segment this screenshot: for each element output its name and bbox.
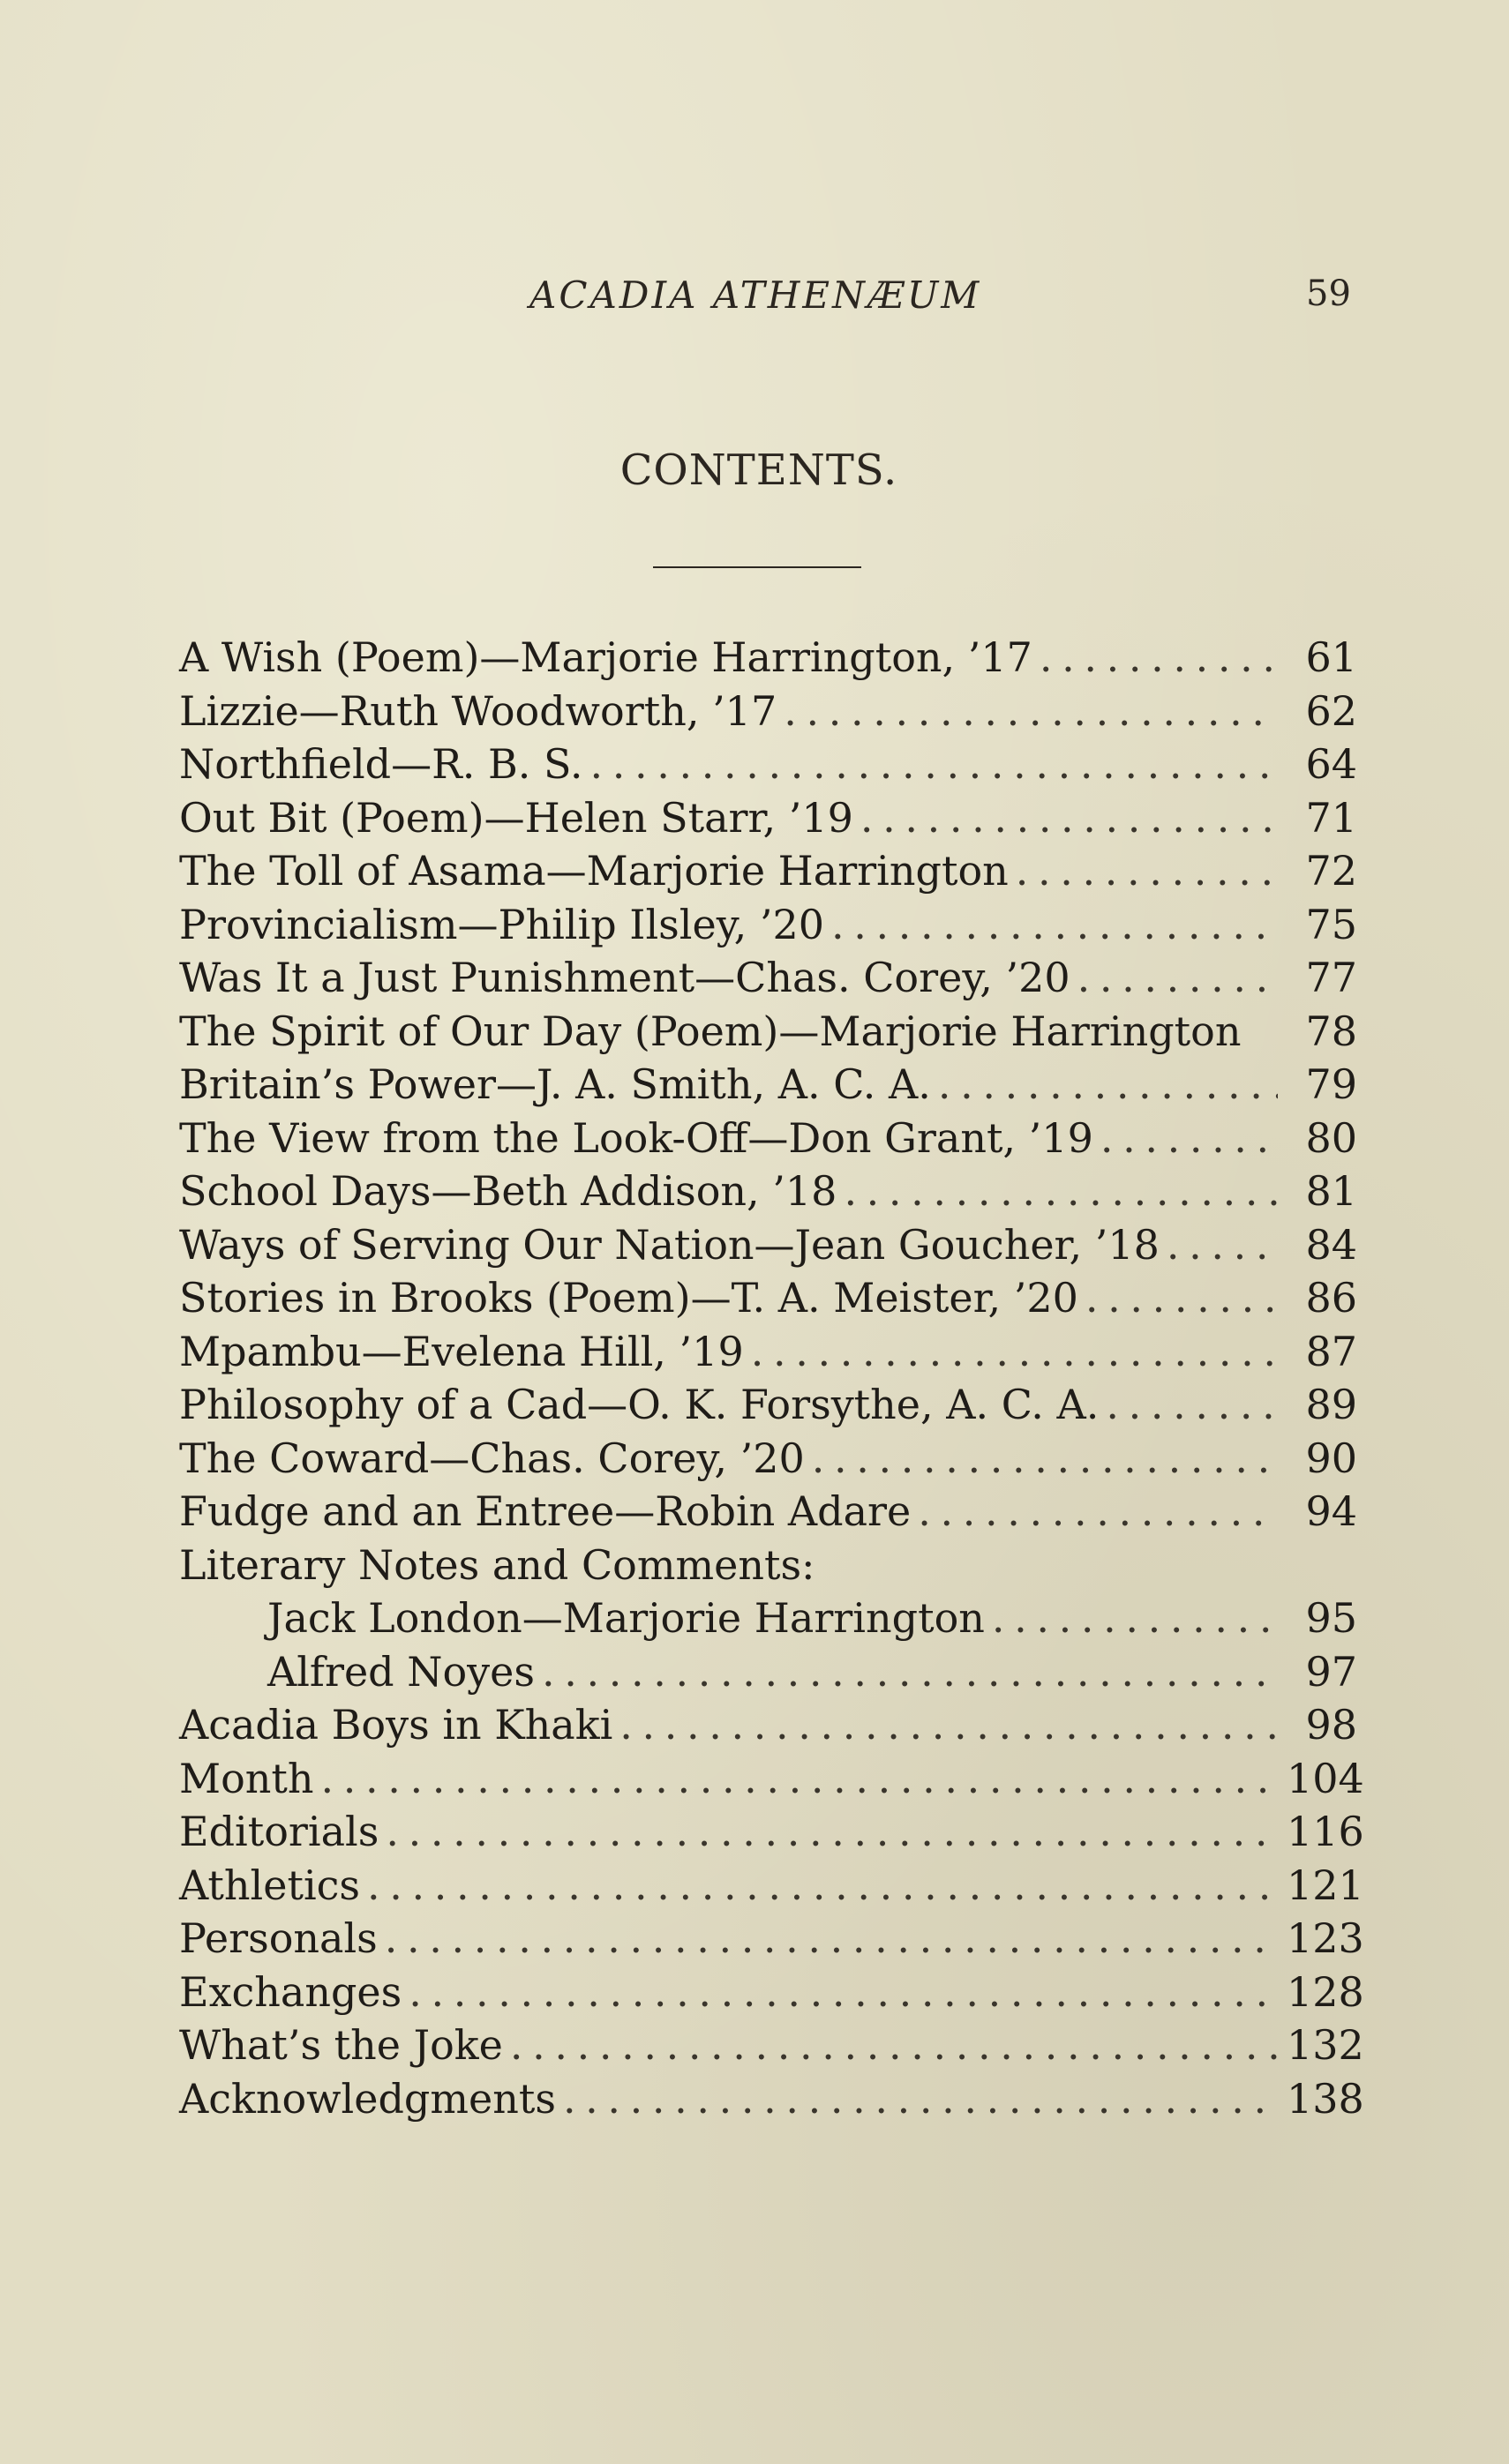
toc-entry	[179, 1485, 1357, 1539]
toc-entry	[179, 1805, 1364, 1859]
toc-entry-title: The Coward—Chas. Corey, ’20	[179, 1434, 805, 1482]
toc-entry-page: 64	[1305, 740, 1357, 788]
dot-leader	[386, 1805, 1278, 1858]
toc-entry-page: 123	[1287, 1914, 1364, 1962]
dot-leader	[918, 1485, 1278, 1538]
toc-entry-title: Lizzie—Ruth Woodworth, ’17	[179, 686, 777, 735]
toc-entry	[179, 1165, 1357, 1218]
toc-section-heading	[179, 1539, 1357, 1592]
toc-entry	[179, 951, 1357, 1005]
toc-entry-page: 121	[1287, 1861, 1364, 1909]
toc-entry	[179, 1966, 1364, 2019]
toc-entry	[179, 1432, 1357, 1486]
dot-leader	[1040, 631, 1278, 684]
toc-entry-page: 61	[1305, 633, 1357, 681]
toc-entry-page: 81	[1305, 1167, 1357, 1215]
toc-entry-title: Northfield—R. B. S.	[179, 740, 583, 788]
toc-entry-title: Literary Notes and Comments:	[179, 1540, 815, 1589]
toc-entry-page: 86	[1305, 1274, 1357, 1322]
toc-entry-page: 62	[1305, 686, 1357, 735]
toc-entry-page: 97	[1305, 1647, 1357, 1696]
toc-entry	[179, 2018, 1364, 2072]
toc-subentry	[179, 1645, 1357, 1699]
dot-leader	[510, 2018, 1278, 2071]
toc-entry	[179, 738, 1357, 791]
toc-entry-page: 80	[1305, 1113, 1357, 1162]
toc-entry-page: 138	[1287, 2074, 1364, 2123]
toc-entry-title: Jack London—Marjorie Harrington	[267, 1594, 985, 1642]
toc-entry	[179, 844, 1357, 898]
toc-entry-page: 75	[1305, 900, 1357, 948]
toc-entry-title: Fudge and an Entree—Robin Adare	[179, 1487, 912, 1535]
toc-entry-page: 98	[1305, 1701, 1357, 1749]
toc-entry-title: Out Bit (Poem)—Helen Starr, ’19	[179, 793, 853, 842]
toc-entry-title: Month	[179, 1754, 314, 1802]
contents-heading: CONTENTS.	[619, 446, 898, 495]
dot-leader	[1100, 1112, 1278, 1165]
heading-rule	[653, 566, 861, 568]
toc-entry-title: Ways of Serving Our Nation—Jean Goucher, ’18	[179, 1220, 1160, 1269]
toc-entry-title: Mpambu—Evelena Hill, ’19	[179, 1327, 744, 1375]
dot-leader	[590, 738, 1278, 790]
dot-leader	[1085, 1271, 1278, 1324]
dot-leader	[619, 1698, 1278, 1751]
toc-entry	[179, 1698, 1357, 1752]
dot-leader	[844, 1165, 1278, 1217]
dot-leader	[812, 1432, 1278, 1485]
toc-entry-page: 78	[1305, 1007, 1357, 1055]
toc-entry	[179, 1005, 1357, 1059]
toc-entry-page: 116	[1287, 1808, 1364, 1855]
dot-leader	[1077, 951, 1278, 1004]
dot-leader	[938, 1058, 1278, 1111]
toc-entry-title: Editorials	[179, 1808, 379, 1855]
toc-entry	[179, 791, 1357, 845]
toc-entry	[179, 685, 1357, 738]
dot-leader	[860, 791, 1278, 844]
toc-entry	[179, 1325, 1357, 1379]
dot-leader	[367, 1859, 1278, 1912]
toc-entry-title: Philosophy of a Cad—O. K. Forsythe, A. C. A.	[179, 1381, 1100, 1428]
toc-entry-title: The Toll of Asama—Marjorie Harrington	[179, 847, 1009, 895]
toc-entry	[179, 1218, 1357, 1272]
toc-entry-title: Alfred Noyes	[267, 1647, 535, 1696]
toc-entry	[179, 1912, 1364, 1966]
toc-entry	[179, 2072, 1364, 2126]
toc-entry-title: School Days—Beth Addison, ’18	[179, 1167, 837, 1215]
dot-leader	[385, 1912, 1278, 1965]
toc-entry-page: 104	[1287, 1754, 1364, 1802]
toc-entry	[179, 1112, 1357, 1165]
dot-leader	[1016, 844, 1278, 897]
toc-entry-page: 128	[1287, 1967, 1364, 2016]
toc-entry-title: Acadia Boys in Khaki	[179, 1701, 613, 1749]
toc-entry-page: 71	[1305, 793, 1357, 842]
toc-entry	[179, 1271, 1357, 1325]
toc-entry-title: Athletics	[179, 1861, 361, 1909]
toc-entry	[179, 1859, 1364, 1913]
toc-subentry	[179, 1591, 1357, 1645]
toc-entry-title: A Wish (Poem)—Marjorie Harrington, ’17	[179, 633, 1032, 681]
dot-leader	[1106, 1378, 1278, 1431]
toc-entry-page: 84	[1305, 1220, 1357, 1269]
toc-entry-title: What’s the Joke	[179, 2021, 503, 2069]
toc-entry	[179, 898, 1357, 952]
table-of-contents	[179, 631, 1364, 2125]
dot-leader	[409, 1966, 1278, 2018]
toc-entry-title: Personals	[179, 1914, 378, 1962]
page-number: 59	[1306, 273, 1351, 314]
dot-leader	[563, 2072, 1278, 2125]
running-title: ACADIA ATHENÆUM	[529, 273, 982, 317]
toc-entry-page: 77	[1305, 954, 1357, 1001]
toc-entry	[179, 1378, 1357, 1432]
toc-entry-page: 132	[1287, 2021, 1364, 2069]
toc-entry	[179, 1752, 1364, 1806]
toc-entry-title: Stories in Brooks (Poem)—T. A. Meister, ’20	[179, 1274, 1078, 1322]
toc-entry-page: 94	[1305, 1487, 1357, 1535]
toc-entry-page: 87	[1305, 1327, 1357, 1375]
toc-entry-title: Was It a Just Punishment—Chas. Corey, ’20	[179, 954, 1070, 1001]
toc-entry-title: The View from the Look-Off—Don Grant, ’19	[179, 1113, 1093, 1162]
toc-entry-page: 95	[1305, 1594, 1357, 1642]
toc-entry-title: Exchanges	[179, 1967, 402, 2016]
dot-leader	[831, 898, 1278, 951]
toc-entry-page: 79	[1305, 1060, 1357, 1108]
toc-entry-page: 72	[1305, 847, 1357, 895]
dot-leader	[1167, 1218, 1278, 1271]
dot-leader	[784, 685, 1278, 738]
toc-entry-title: Acknowledgments	[179, 2074, 556, 2123]
dot-leader	[992, 1591, 1278, 1644]
toc-entry-page: 90	[1305, 1434, 1357, 1482]
toc-entry	[179, 1058, 1357, 1112]
toc-entry-title: The Spirit of Our Day (Poem)—Marjorie Harrington	[179, 1007, 1242, 1055]
toc-entry-title: Provincialism—Philip Ilsley, ’20	[179, 900, 824, 948]
dot-leader	[542, 1645, 1278, 1698]
dot-leader	[321, 1752, 1278, 1805]
dot-leader	[751, 1325, 1278, 1378]
toc-entry-page: 89	[1305, 1381, 1357, 1428]
toc-entry	[179, 631, 1357, 685]
toc-entry-title: Britain’s Power—J. A. Smith, A. C. A.	[179, 1060, 931, 1108]
